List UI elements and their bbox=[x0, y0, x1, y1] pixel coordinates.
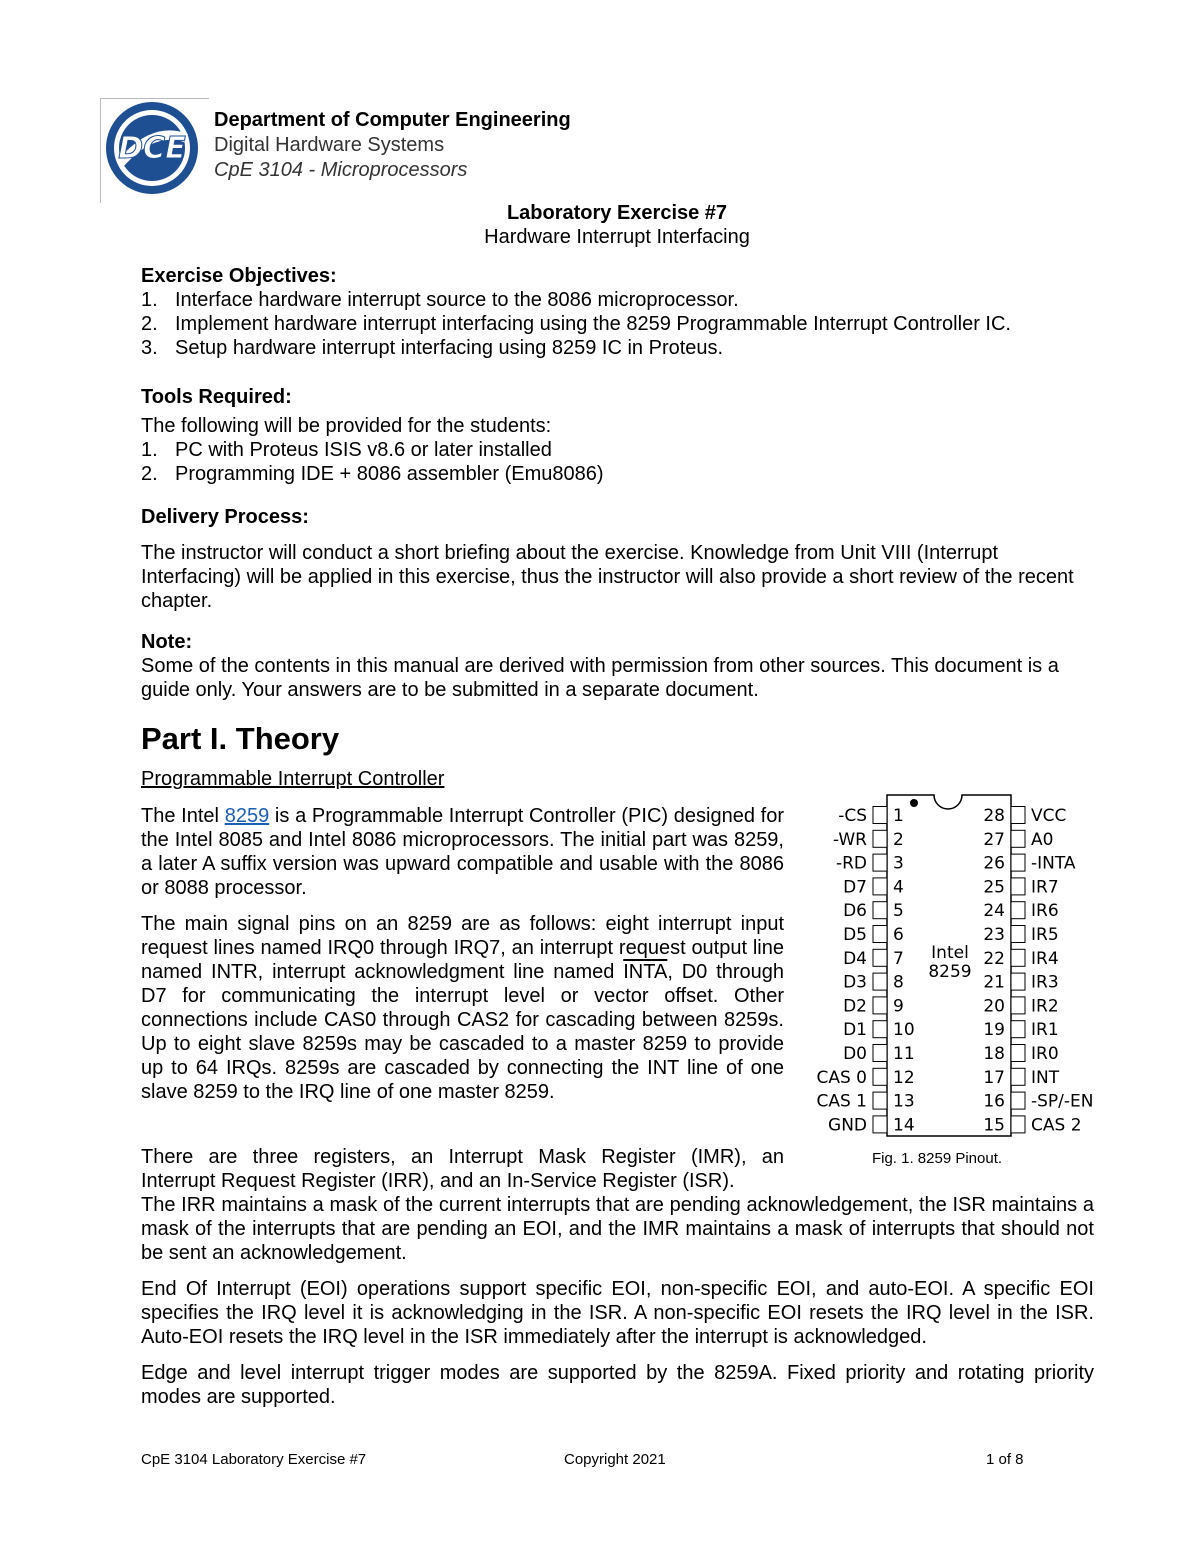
pin-label: D2 bbox=[843, 996, 867, 1017]
pin-number: 28 bbox=[983, 806, 1005, 826]
pin-pad bbox=[1011, 973, 1025, 990]
pin-pad bbox=[1011, 949, 1025, 966]
pin-label: -INTA bbox=[1031, 853, 1076, 874]
list-item: 1. PC with Proteus ISIS v8.6 or later installed bbox=[141, 439, 552, 461]
pin-number: 4 bbox=[893, 877, 904, 898]
pin-pad bbox=[1011, 926, 1025, 943]
department-name: Department of Computer Engineering bbox=[214, 109, 571, 131]
course-name: CpE 3104 - Microprocessors bbox=[214, 159, 468, 181]
pin-label: -SP/-EN bbox=[1031, 1091, 1094, 1112]
title-block bbox=[0, 201, 1200, 249]
pin-number: 27 bbox=[983, 829, 1005, 850]
pin-label: IR2 bbox=[1031, 996, 1059, 1017]
footer-right: 1 of 8 bbox=[986, 1451, 1024, 1468]
pin-number: 15 bbox=[983, 1115, 1005, 1136]
pin-number: 23 bbox=[983, 925, 1005, 945]
tools-list bbox=[141, 438, 1101, 486]
pin-pad bbox=[873, 926, 887, 943]
pin-number: 2 bbox=[893, 829, 904, 850]
pin-pad bbox=[873, 1021, 887, 1038]
list-item: 2. Programming IDE + 8086 assembler (Emu8086) bbox=[141, 463, 604, 485]
objectives-section bbox=[141, 264, 1101, 360]
pin-number: 8 bbox=[893, 972, 904, 993]
chip-label: 8259 bbox=[928, 962, 972, 982]
note-text: Some of the contents in this manual are derived with permission from other sources. This document is a guide only. Your answers are to be submitted in a separate document. bbox=[141, 655, 1059, 701]
delivery-heading: Delivery Process: bbox=[141, 506, 309, 528]
pin-pad bbox=[1011, 1068, 1025, 1085]
pin-label: -RD bbox=[835, 853, 867, 874]
link-8259[interactable]: 8259 bbox=[224, 805, 270, 827]
pin-label: IR7 bbox=[1031, 877, 1059, 898]
pin-pad bbox=[873, 854, 887, 871]
pin-number: 25 bbox=[983, 877, 1005, 898]
pin-number: 10 bbox=[893, 1020, 915, 1041]
pin-pad bbox=[1011, 1021, 1025, 1038]
tools-section bbox=[141, 385, 1101, 486]
pin-pad bbox=[873, 878, 887, 895]
pin-label: D6 bbox=[843, 901, 867, 922]
pin-pad bbox=[873, 1092, 887, 1109]
pin-label: IR3 bbox=[1031, 972, 1059, 993]
pin-label: INT bbox=[1031, 1067, 1060, 1088]
part1-subheading: Programmable Interrupt Controller bbox=[141, 768, 445, 790]
pin-pad bbox=[1011, 830, 1025, 847]
footer-left: CpE 3104 Laboratory Exercise #7 bbox=[141, 1451, 367, 1468]
pin-label: D1 bbox=[843, 1020, 867, 1041]
paragraph-eoi: End Of Interrupt (EOI) operations support specific EOI, non-specific EOI, and auto-EOI. A specific EOI specifies the IRQ level it is acknowledging in the ISR. A non-specific EOI resets the IRQ level in the ISR. Auto-EOI resets the IRQ level in the ISR immediately after the interrupt is acknowledged. bbox=[141, 1278, 1094, 1348]
pin-number: 11 bbox=[893, 1044, 915, 1064]
pin-pad bbox=[873, 1116, 887, 1133]
pin-number: 13 bbox=[893, 1091, 915, 1112]
pin-label: D0 bbox=[843, 1044, 867, 1064]
pin-pad bbox=[1011, 1045, 1025, 1062]
pin-label: CAS 1 bbox=[816, 1091, 867, 1112]
pin-label: -CS bbox=[838, 806, 867, 826]
pin-label: D5 bbox=[843, 925, 867, 945]
pin-label: IR5 bbox=[1031, 925, 1059, 945]
pin-label: IR6 bbox=[1031, 901, 1059, 922]
part1-heading: Part I. Theory bbox=[141, 721, 340, 756]
pin-pad bbox=[1011, 807, 1025, 824]
pin-pad bbox=[1011, 902, 1025, 919]
delivery-section bbox=[141, 505, 1096, 613]
pin-pad bbox=[873, 807, 887, 824]
pin-pad bbox=[873, 1068, 887, 1085]
tools-heading: Tools Required: bbox=[141, 386, 292, 408]
pin-label: VCC bbox=[1031, 806, 1067, 826]
pin-number: 1 bbox=[893, 806, 904, 826]
pin-pad bbox=[1011, 1092, 1025, 1109]
paragraph-registers: The IRR maintains a mask of the current interrupts that are pending acknowledgement, the ISR maintains a mask of the interrupts that are pending an EOI, and the IMR maintains a mask of interrupts that should not be sent an acknowledgement. bbox=[141, 1194, 1094, 1264]
pin-pad bbox=[873, 997, 887, 1014]
objectives-list bbox=[141, 288, 1101, 360]
pin-pad bbox=[873, 973, 887, 990]
pin-number: 22 bbox=[983, 948, 1005, 969]
figure-caption: Fig. 1. 8259 Pinout. bbox=[871, 1150, 1003, 1167]
pin-number: 7 bbox=[893, 948, 904, 969]
list-item: 2. Implement hardware interrupt interfacing using the 8259 Programmable Interrupt Controller IC. bbox=[141, 313, 1011, 335]
footer-center: Copyright 2021 bbox=[564, 1451, 666, 1468]
pin-pad bbox=[1011, 878, 1025, 895]
inta-overline: INTA bbox=[623, 961, 668, 983]
chip-label: Intel bbox=[931, 943, 969, 963]
logo-lettering: DCE bbox=[118, 131, 186, 166]
pin-pad bbox=[1011, 997, 1025, 1014]
pin-number: 20 bbox=[983, 996, 1005, 1017]
header-block bbox=[214, 108, 571, 183]
department-logo bbox=[104, 100, 200, 196]
pin-pad bbox=[873, 949, 887, 966]
pin-number: 12 bbox=[893, 1067, 915, 1088]
pin-label: IR0 bbox=[1031, 1044, 1059, 1064]
paragraph-registers-lead bbox=[141, 1145, 791, 1193]
delivery-text: The instructor will conduct a short briefing about the exercise. Knowledge from Unit VIII (Interrupt Interfacing) will be applied in this exercise, thus the instructor will also provide a short review of the recent chapter. bbox=[141, 542, 1074, 612]
list-item: 3. Setup hardware interrupt interfacing using 8259 IC in Proteus. bbox=[141, 337, 724, 359]
pin-label: -WR bbox=[832, 829, 867, 850]
pin-number: 17 bbox=[983, 1067, 1005, 1088]
pin-pad bbox=[1011, 854, 1025, 871]
pin-label: D3 bbox=[843, 972, 867, 993]
objectives-heading: Exercise Objectives: bbox=[141, 265, 337, 287]
note-heading: Note: bbox=[141, 631, 193, 653]
pin-number: 14 bbox=[893, 1115, 915, 1136]
registers-line-1: There are three registers, an Interrupt Mask Register (IMR), an bbox=[141, 1146, 784, 1168]
pin-number: 21 bbox=[983, 972, 1005, 993]
registers-line-2: Interrupt Request Register (IRR), and an In-Service Register (ISR). bbox=[141, 1170, 735, 1192]
pin-label: A0 bbox=[1031, 829, 1054, 850]
pin-number: 18 bbox=[983, 1044, 1005, 1064]
pin-number: 16 bbox=[983, 1091, 1005, 1112]
pin-pad bbox=[873, 1045, 887, 1062]
note-section bbox=[141, 630, 1101, 702]
lab-title: Laboratory Exercise #7 bbox=[506, 202, 728, 224]
pin-number: 6 bbox=[893, 925, 904, 945]
pin-number: 5 bbox=[893, 901, 904, 922]
pin-label: IR4 bbox=[1031, 948, 1059, 969]
pin-number: 3 bbox=[893, 853, 904, 874]
pin-pad bbox=[873, 830, 887, 847]
paragraph-trigger-modes: Edge and level interrupt trigger modes are supported by the 8259A. Fixed priority and rotating priority modes are supported. bbox=[141, 1362, 1094, 1408]
list-item: 1. Interface hardware interrupt source to the 8086 microprocessor. bbox=[141, 289, 739, 311]
pin-label: CAS 0 bbox=[816, 1067, 867, 1088]
tools-intro: The following will be provided for the students: bbox=[141, 415, 552, 437]
paragraph-signal-pins: The main signal pins on an 8259 are as follows: eight interrupt input request lines named IRQ0 through IRQ7, an interrupt request output line named INTR, interrupt acknowledgment line named INTA, D0 through D7 for communicating the interrupt level or vector offset. Other connections include CAS0 through CAS2 for cascading between 8259s. Up to eight slave 8259s may be cascaded to a master 8259 to provide up to 64 IRQs. 8259s are cascaded by connecting the INT line of one slave 8259 to the IRQ line of one master 8259. bbox=[141, 913, 784, 1103]
pin-label: D4 bbox=[843, 948, 867, 969]
pin-number: 26 bbox=[983, 853, 1005, 874]
pin-label: IR1 bbox=[1031, 1020, 1059, 1041]
pin-label: GND bbox=[828, 1115, 867, 1136]
pin1-marker bbox=[910, 799, 918, 807]
pin-label: CAS 2 bbox=[1031, 1115, 1082, 1136]
pin-label: D7 bbox=[843, 877, 867, 898]
pin-pad bbox=[873, 902, 887, 919]
pin-number: 24 bbox=[983, 901, 1005, 922]
pin-number: 9 bbox=[893, 996, 904, 1017]
lab-subtitle: Hardware Interrupt Interfacing bbox=[484, 226, 750, 248]
division-name: Digital Hardware Systems bbox=[214, 134, 445, 156]
paragraph-intro: The Intel 8259 is a Programmable Interrupt Controller (PIC) designed for the Intel 8085 and Intel 8086 microprocessors. The initial part was 8259, a later A suffix version was upward compatible and usable with the 8086 or 8088 processor. bbox=[141, 805, 784, 899]
pin-number: 19 bbox=[983, 1020, 1005, 1041]
pin-pad bbox=[1011, 1116, 1025, 1133]
pinout-diagram bbox=[800, 790, 1100, 1145]
